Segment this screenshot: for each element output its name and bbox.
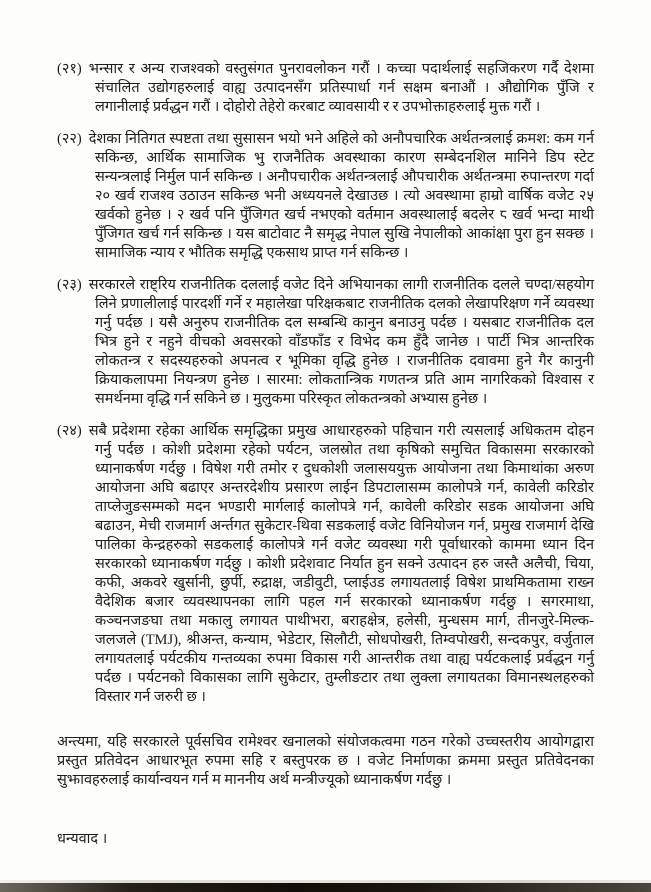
paragraph-23 [57, 276, 594, 409]
page-bottom-scan-edge [0, 883, 651, 892]
closing-paragraph-text: अन्त्यमा, यहि सरकारले पूर्वसचिव रामेश्वर खनालको संयोजकत्वमा गठन गरेको उच्चस्तरीय आयोगद्वारा प्रस्तुत प्रतिवेदन आधारभूत रुपमा सहि र बस्तुपरक छ । वजेट निर्माणका क्रममा प्रस्तुत प्रतिवेदनका सुझावहरुलाई कार्यान्वयन गर्न म माननीय अर्थ मन्त्रीज्यूको ध्यानाकर्षण गर्दछु । [57, 734, 594, 788]
paragraph-23-text: सरकारले राष्ट्रिय राजनीतिक दललाई वजेट दिने अभियानका लागी राजनीतिक दलले चण्दा/सहयोग लिने प्रणालीलाई पारदर्शी गर्ने र महालेखा परिक्षकबाट राजनीतिक दलको लेखापरिक्षण गर्ने व्यवस्था गर्नु पर्दछ । यसै अनुरुप राजनीतिक दल सम्बन्धि कानुन बनाउनु पर्दछ । यसबाट राजनीतिक दल भित्र हुने र नहुने वीचको अवसरको वाँडफाँड र विभेद कम हुँदै जानेछ । पार्टी भित्र आन्तरिक लोकतन्त्र र सदस्यहरुको अपनत्व र भूमिका वृद्धि हुनेछ । राजनीतिक दवावमा हुने गैर कानुनी क्रियाकलापमा नियन्त्रण हुनेछ । सारमा: लोकतान्त्रिक गणतन्त्र प्रति आम नागरिकको विश्वास र समर्थनमा वृद्धि गर्न सकिने छ । मुलुकमा परिस्कृत लोकतन्त्रको अभ्यास हुनेछ । [88, 277, 594, 407]
paragraph-24-number: (२४) [57, 423, 82, 439]
paragraph-23-number: (२३) [57, 277, 82, 293]
closing-paragraph [57, 733, 594, 790]
paragraph-22 [57, 130, 594, 263]
paragraph-21 [57, 60, 594, 117]
paragraph-21-number: (२१) [57, 61, 82, 77]
signoff-text: धन्यवाद । [57, 831, 108, 847]
paragraph-22-number: (२२) [57, 131, 82, 147]
paragraph-22-text: देशका नितिगत स्पष्टता तथा सुसासन भयो भने अहिले को अनौपचारिक अर्थतन्त्रलाई क्रमश: कम गर्न सकिन्छ, आर्थिक सामाजिक भु राजनैतिक अवस्थाका कारण सम्बेदनशिल मानिने डिप स्टेट सन्यन्त्रलाई निर्मुल पार्न सकिन्छ । अनौपचारीक अर्थतन्त्रलाई औपचारीक अर्थतन्त्रमा रुपान्तरण गर्दा २० खर्व राजश्व उठाउन सकिन्छ भनी अध्ययनले देखाउछ । त्यो अवस्थामा हाम्रो वार्षिक वजेट २५ खर्वको हुनेछ । २ खर्व पनि पुँजिगत खर्च नभएको वर्तमान अवस्थालाई बदलेर ८ खर्व भन्दा माथी पुँजिगत खर्च गर्न सकिन्छ । यस बाटोवाट नै समृद्ध नेपाल सुखि नेपालीको आकांक्षा पुरा हुन सक्छ । सामाजिक न्याय र भौतिक समृद्धि एकसाथ प्राप्त गर्न सकिन्छ । [88, 131, 594, 261]
paragraph-24 [57, 422, 594, 707]
paragraph-21-text: भन्सार र अन्य राजश्वको वस्तुसंगत पुनरावलोकन गरौं । कच्चा पदार्थलाई सहजिकरण गर्दै देशमा संचालित उद्योगहरुलाई वाह्य उत्पादनसँग प्रतिस्पार्धा गर्न सक्षम बनाऔं । औद्योगिक पुँजि र लगानीलाई प्रर्वद्धन गरौं । दोहोरो तेहेरो करबाट व्यावसायी र र उपभोक्ताहरुलाई मुक्त गरौं । [88, 61, 594, 115]
paragraph-24-text: सबै प्रदेशमा रहेका आर्थिक समृद्धिका प्रमुख आधारहरुको पहिचान गरी त्यसलाई अधिकतम दोहन गर्नु पर्दछ । कोशी प्रदेशमा रहेको पर्यटन, जलस्रोत तथा कृषिको समुचित विकासमा सरकारको ध्यानाकर्षण गर्दछु । विषेश गरी तमोर र दुधकोशी जलासययुक्त आयोजना तथा किमाथांका अरुण आयोजना अघि बढाएर अन्तरदेशीय प्रसारण लाईन डिपटालासम्म कालोपत्रे गर्न, कावेली करिडोर ताप्लेजुङसम्मको मदन भण्डारी मार्गलाई कालोपत्रे गर्न, कावेली करिडोर सडक आयोजना अघि बढाउन, मेची राजमार्ग अर्न्तगत सुकेटार-थिवा सडकलाई वजेट विनियोजन गर्न, प्रमुख राजमार्ग देखि पालिका केन्द्रहरुको सडकलाई कालोपत्रे गर्न वजेट व्यवस्था गरी पूर्वाधारको काममा ध्यान दिन सरकारको ध्यानाकर्षण गर्दछु । कोशी प्रदेशवाट निर्यात हुन सक्ने उत्पादन हरु जस्तै अलैची, चिया, कफी, अकवरे खुर्सानी, छुर्पी, रुद्राक्ष, जडीवुटी, प्लाईउड लगायतलाई विषेश प्राथमिकतामा राख्न वैदेशिक बजार व्यवस्थापनका लागि पहल गर्न सरकारको ध्यानाकर्षण गर्दछु । सगरमाथा, कञ्चनजङघा तथा मकालु लगायत पाथीभरा, बराहक्षेत्र, हलेसी, मुन्धसम मार्ग, तीनजुरे-मिल्क-जलजले (TMJ), श्रीअन्त, कन्याम, भेडेटार, सिलौटी, सोधपोखरी, तिम्वपोखरी, सन्दकपुर, वर्जुताल लगायतलाई पर्यटकीय गन्तव्यका रुपमा विकास गरी आन्तरीक तथा वाह्य पर्यटकलाई प्रर्वद्धन गर्नु पर्दछ । पर्यटनको विकासका लागि सुकेटार, तुम्लीङटार तथा लुक्ला लगायतका विमानस्थलहरुको विस्तार गर्न जरुरी छ । [88, 423, 594, 705]
signoff [57, 830, 594, 849]
